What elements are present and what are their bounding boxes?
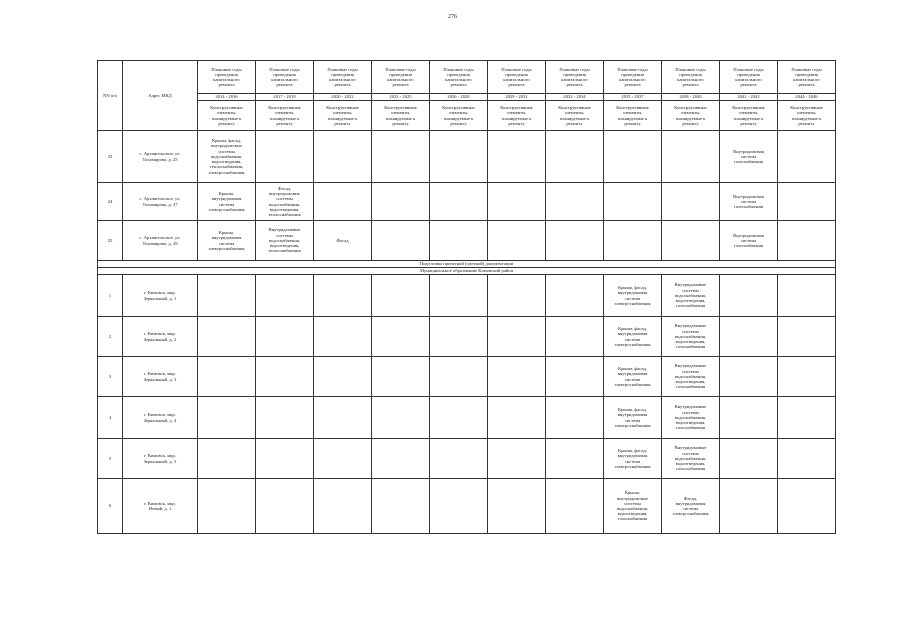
header-period-range: 2032 - 2034 bbox=[546, 94, 604, 101]
row-cell: Внутридомовая система газоснабжения bbox=[720, 131, 778, 183]
row-address: с. Архангельское, ул. Тихомирова, д. 25 bbox=[123, 131, 198, 183]
section-title: Подготовка проектной (сметной) документации bbox=[98, 261, 836, 268]
header-address: Адрес МКД bbox=[123, 61, 198, 131]
row-cell bbox=[372, 317, 430, 357]
row-cell bbox=[256, 131, 314, 183]
header-period-caption: Плановые годы проведения капитального ремонта bbox=[546, 61, 604, 94]
row-cell bbox=[778, 275, 836, 317]
row-address: г. Кимовск, мкр. Зеркальный, д. 4 bbox=[123, 397, 198, 439]
subsection-title: Муниципальное образование Кимовский район bbox=[98, 268, 836, 275]
header-period-range: 2038 - 2040 bbox=[662, 94, 720, 101]
row-cell bbox=[546, 439, 604, 479]
row-address: г. Кимовск, мкр. Зеркальный, д. 3 bbox=[123, 357, 198, 397]
row-cell bbox=[488, 183, 546, 221]
row-cell bbox=[488, 397, 546, 439]
row-cell bbox=[430, 479, 488, 534]
row-cell bbox=[430, 183, 488, 221]
header-elements-caption: Конструктивные элементы, планируемые к ремонту bbox=[778, 101, 836, 131]
row-cell bbox=[430, 397, 488, 439]
row-cell bbox=[546, 131, 604, 183]
row-cell bbox=[314, 317, 372, 357]
header-period-range: 2035 - 2037 bbox=[604, 94, 662, 101]
header-elements-caption: Конструктивные элементы, планируемые к ремонту bbox=[488, 101, 546, 131]
header-period-range: 2020 - 2022 bbox=[314, 94, 372, 101]
row-number: 23 bbox=[98, 131, 123, 183]
row-cell bbox=[314, 275, 372, 317]
table-row bbox=[98, 439, 836, 479]
header-elements-caption: Конструктивные элементы, планируемые к ремонту bbox=[546, 101, 604, 131]
row-address: г. Кимовск, мкр. Новый, д. 1 bbox=[123, 479, 198, 534]
row-cell bbox=[488, 275, 546, 317]
header-period-caption: Плановые годы проведения капитального ремонта bbox=[778, 61, 836, 94]
row-cell bbox=[546, 275, 604, 317]
row-cell bbox=[372, 275, 430, 317]
row-cell bbox=[778, 221, 836, 261]
row-cell bbox=[256, 317, 314, 357]
table-row bbox=[98, 131, 836, 183]
header-period-caption: Плановые годы проведения капитального ремонта bbox=[372, 61, 430, 94]
row-cell bbox=[778, 357, 836, 397]
row-cell bbox=[720, 317, 778, 357]
header-num: NN п/п bbox=[98, 61, 123, 131]
row-cell bbox=[546, 357, 604, 397]
row-cell bbox=[778, 183, 836, 221]
row-cell: Внутридомовые системы водоснабжения, водоотведения, газоснабжения bbox=[662, 357, 720, 397]
row-cell bbox=[314, 131, 372, 183]
row-cell bbox=[488, 479, 546, 534]
row-cell bbox=[488, 131, 546, 183]
row-cell: Фасад bbox=[314, 221, 372, 261]
row-cell: Фасад, внутридомовые системы водоснабжения, водоотведения, теплоснабжения bbox=[256, 183, 314, 221]
row-address: г. Кимовск, мкр. Зеркальный, д. 2 bbox=[123, 317, 198, 357]
row-cell: Крыша, фасад, внутридомовая система электроснабжения bbox=[604, 317, 662, 357]
row-number: 5 bbox=[98, 439, 123, 479]
row-cell bbox=[256, 479, 314, 534]
row-cell: Внутридомовые системы водоснабжения, водоотведения, газоснабжения bbox=[662, 397, 720, 439]
row-cell bbox=[430, 131, 488, 183]
row-number: 2 bbox=[98, 317, 123, 357]
row-cell bbox=[546, 317, 604, 357]
row-cell bbox=[314, 397, 372, 439]
row-cell: Внутридомовые системы водоснабжения, водоотведения, газоснабжения bbox=[662, 275, 720, 317]
row-cell bbox=[720, 397, 778, 439]
row-cell: Крыша, внутридомовая система электроснабжения bbox=[198, 221, 256, 261]
header-period-caption: Плановые годы проведения капитального ремонта bbox=[604, 61, 662, 94]
row-cell bbox=[256, 357, 314, 397]
header-period-range: 2041 - 2043 bbox=[720, 94, 778, 101]
header-period-range: 2014 - 2016 bbox=[198, 94, 256, 101]
row-cell bbox=[314, 183, 372, 221]
header-period-caption: Плановые годы проведения капитального ремонта bbox=[662, 61, 720, 94]
table-row bbox=[98, 317, 836, 357]
row-cell bbox=[198, 397, 256, 439]
row-cell bbox=[720, 275, 778, 317]
header-period-range: 2023 - 2025 bbox=[372, 94, 430, 101]
row-cell bbox=[198, 357, 256, 397]
header-elements-caption: Конструктивные элементы, планируемые к ремонту bbox=[430, 101, 488, 131]
table-row bbox=[98, 357, 836, 397]
row-number: 3 bbox=[98, 357, 123, 397]
row-cell bbox=[198, 275, 256, 317]
row-cell bbox=[372, 397, 430, 439]
row-cell: Крыша, фасад, внутридомовая система электроснабжения bbox=[604, 397, 662, 439]
row-number: 24 bbox=[98, 183, 123, 221]
header-elements-caption: Конструктивные элементы, планируемые к ремонту bbox=[314, 101, 372, 131]
row-address: г. Кимовск, мкр. Зеркальный, д. 5 bbox=[123, 439, 198, 479]
row-number: 4 bbox=[98, 397, 123, 439]
row-cell bbox=[198, 317, 256, 357]
row-cell bbox=[430, 357, 488, 397]
row-cell: Крыша, фасад, внутридомовая система электроснабжения bbox=[604, 275, 662, 317]
row-cell: Внутридомовые системы водоснабжения, водоотведения, газоснабжения bbox=[662, 439, 720, 479]
row-cell bbox=[314, 357, 372, 397]
row-cell: Внутридомовые системы водоснабжения, водоотведения, теплоснабжения bbox=[256, 221, 314, 261]
row-cell bbox=[662, 221, 720, 261]
header-elements-caption: Конструктивные элементы, планируемые к ремонту bbox=[662, 101, 720, 131]
row-cell bbox=[662, 183, 720, 221]
table-row bbox=[98, 397, 836, 439]
header-period-caption: Плановые годы проведения капитального ремонта bbox=[198, 61, 256, 94]
row-cell bbox=[372, 479, 430, 534]
row-number: 1 bbox=[98, 275, 123, 317]
header-period-range: 2044 - 2046 bbox=[778, 94, 836, 101]
row-cell bbox=[778, 479, 836, 534]
row-cell: Внутридомовая система газоснабжения bbox=[720, 221, 778, 261]
row-address: г. Кимовск, мкр. Зеркальный, д. 1 bbox=[123, 275, 198, 317]
row-cell: Крыша, фасад, внутридомовая система электроснабжения bbox=[604, 439, 662, 479]
header-period-caption: Плановые годы проведения капитального ремонта bbox=[488, 61, 546, 94]
row-cell bbox=[256, 397, 314, 439]
row-cell bbox=[430, 275, 488, 317]
row-cell bbox=[720, 439, 778, 479]
row-cell: Внутридомовая система газоснабжения bbox=[720, 183, 778, 221]
row-cell bbox=[198, 479, 256, 534]
row-cell bbox=[778, 131, 836, 183]
row-cell bbox=[778, 439, 836, 479]
row-cell bbox=[604, 221, 662, 261]
row-cell bbox=[546, 397, 604, 439]
capital-repair-table bbox=[97, 60, 836, 534]
row-cell bbox=[488, 357, 546, 397]
header-elements-caption: Конструктивные элементы, планируемые к ремонту bbox=[720, 101, 778, 131]
row-number: 25 bbox=[98, 221, 123, 261]
row-cell bbox=[604, 183, 662, 221]
row-cell: Крыша, фасад, внутридомовые системы водоснабжения, водоотведения, теплоснабжения, электроснабжения bbox=[198, 131, 256, 183]
header-elements-caption: Конструктивные элементы, планируемые к ремонту bbox=[198, 101, 256, 131]
header-period-caption: Плановые годы проведения капитального ремонта bbox=[314, 61, 372, 94]
row-cell bbox=[372, 183, 430, 221]
row-cell bbox=[720, 479, 778, 534]
row-cell bbox=[662, 131, 720, 183]
header-elements-caption: Конструктивные элементы, планируемые к ремонту bbox=[372, 101, 430, 131]
row-cell bbox=[430, 439, 488, 479]
table-row bbox=[98, 275, 836, 317]
row-cell bbox=[372, 357, 430, 397]
row-cell bbox=[546, 479, 604, 534]
row-cell: Крыша, фасад, внутридомовая система электроснабжения bbox=[604, 357, 662, 397]
row-address: с. Архангельское, ул. Тихомирова, д. 27 bbox=[123, 183, 198, 221]
row-cell bbox=[314, 439, 372, 479]
header-period-caption: Плановые годы проведения капитального ремонта bbox=[256, 61, 314, 94]
row-cell bbox=[778, 397, 836, 439]
row-cell: Внутридомовые системы водоснабжения, водоотведения, газоснабжения bbox=[662, 317, 720, 357]
row-cell bbox=[372, 221, 430, 261]
row-cell bbox=[604, 131, 662, 183]
header-elements-caption: Конструктивные элементы, планируемые к ремонту bbox=[604, 101, 662, 131]
row-cell bbox=[546, 183, 604, 221]
row-cell bbox=[372, 131, 430, 183]
table-row bbox=[98, 221, 836, 261]
row-address: с. Архангельское, ул. Тихомирова, д. 29 bbox=[123, 221, 198, 261]
row-cell: Крыша, внутридомовые системы водоснабжения, водоотведения, газоснабжения bbox=[604, 479, 662, 534]
header-period-caption: Плановые годы проведения капитального ремонта bbox=[430, 61, 488, 94]
row-number: 6 bbox=[98, 479, 123, 534]
header-period-range: 2026 - 2028 bbox=[430, 94, 488, 101]
page-number: 276 bbox=[448, 14, 457, 20]
table-row bbox=[98, 183, 836, 221]
header-period-range: 2017 - 2019 bbox=[256, 94, 314, 101]
header-period-range: 2029 - 2031 bbox=[488, 94, 546, 101]
row-cell bbox=[488, 221, 546, 261]
table-row bbox=[98, 479, 836, 534]
row-cell bbox=[546, 221, 604, 261]
row-cell bbox=[778, 317, 836, 357]
row-cell: Фасад, внутридомовая система электроснабжения bbox=[662, 479, 720, 534]
row-cell bbox=[430, 221, 488, 261]
row-cell bbox=[488, 439, 546, 479]
header-elements-caption: Конструктивные элементы, планируемые к ремонту bbox=[256, 101, 314, 131]
row-cell: Крыша, внутридомовая система электроснабжения bbox=[198, 183, 256, 221]
row-cell bbox=[488, 317, 546, 357]
header-period-caption: Плановые годы проведения капитального ремонта bbox=[720, 61, 778, 94]
row-cell bbox=[314, 479, 372, 534]
row-cell bbox=[256, 439, 314, 479]
row-cell bbox=[256, 275, 314, 317]
row-cell bbox=[430, 317, 488, 357]
row-cell bbox=[720, 357, 778, 397]
row-cell bbox=[372, 439, 430, 479]
row-cell bbox=[198, 439, 256, 479]
